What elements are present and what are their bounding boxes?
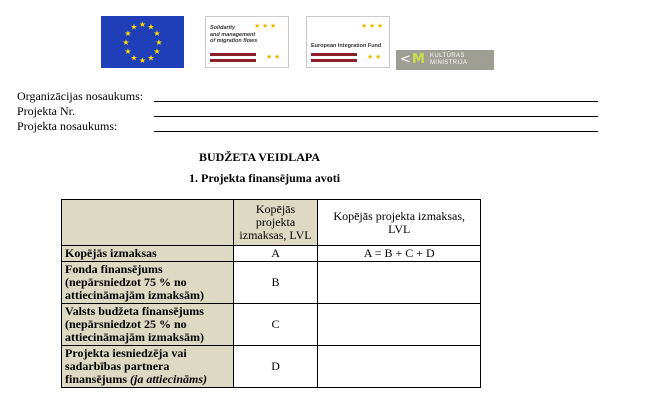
solidarity-logo bbox=[205, 16, 289, 68]
row-label: Valsts budžeta finansējums (nepārsniedzot 25 % no attiecināmajām izmaksām) bbox=[62, 304, 234, 346]
svg-text:★: ★ bbox=[124, 47, 132, 56]
fill-in-line[interactable] bbox=[154, 131, 598, 132]
svg-text:★: ★ bbox=[122, 38, 130, 47]
table-row bbox=[62, 262, 481, 304]
table-row bbox=[62, 304, 481, 346]
svg-text:★: ★ bbox=[155, 38, 163, 47]
fill-in-line[interactable] bbox=[154, 116, 598, 117]
solidarity-logo-text: Solidarity and management of migration flows bbox=[210, 25, 258, 44]
logo-strip bbox=[0, 0, 645, 80]
svg-text:★: ★ bbox=[130, 53, 138, 63]
row-value-input[interactable] bbox=[318, 304, 481, 346]
row-code: C bbox=[233, 304, 318, 346]
section-heading: 1. Projekta finansējuma avoti bbox=[189, 171, 341, 185]
svg-text:★: ★ bbox=[138, 20, 147, 29]
field-label: Organizācijas nosaukums: bbox=[17, 89, 144, 103]
eif-logo-text: European Integration Fund bbox=[311, 43, 382, 49]
svg-text:★: ★ bbox=[147, 53, 155, 63]
funding-sources-table bbox=[61, 199, 481, 388]
svg-text:★: ★ bbox=[147, 22, 155, 32]
header-total-costs-2: Kopējās projekta izmaksas, LVL bbox=[318, 200, 481, 246]
stars-icon: ★ ★ ★ bbox=[254, 22, 277, 30]
row-label: Fonda finansējums (nepārsniedzot 75 % no attiecināmajām izmaksām) bbox=[62, 262, 234, 304]
svg-text:★: ★ bbox=[153, 29, 161, 38]
logo-bar bbox=[210, 53, 256, 56]
row-value-input[interactable] bbox=[318, 262, 481, 304]
stars-icon: ★ ★ bbox=[367, 53, 382, 61]
stars-icon: ★ ★ ★ bbox=[361, 22, 384, 30]
table-row bbox=[62, 246, 481, 262]
row-code: A bbox=[233, 246, 318, 262]
row-label-note: (ja attiecināms) bbox=[130, 372, 208, 386]
field-label: Projekta nosaukums: bbox=[17, 119, 118, 133]
svg-text:★: ★ bbox=[124, 29, 132, 38]
row-formula: A = B + C + D bbox=[318, 246, 481, 262]
fill-in-line[interactable] bbox=[154, 101, 598, 102]
row-code: D bbox=[233, 346, 318, 388]
logo-bar bbox=[311, 53, 357, 56]
row-label bbox=[62, 346, 234, 388]
svg-text:★: ★ bbox=[130, 22, 138, 32]
header-blank-cell bbox=[62, 200, 234, 246]
european-integration-fund-logo bbox=[306, 16, 390, 68]
row-label: Kopējās izmaksas bbox=[62, 246, 234, 262]
row-value-input[interactable] bbox=[318, 346, 481, 388]
stars-icon: ★ ★ bbox=[266, 53, 281, 61]
header-total-costs: Kopējās projekta izmaksas, LVL bbox=[233, 200, 318, 246]
eu-stars-icon bbox=[101, 16, 184, 68]
row-code: B bbox=[233, 262, 318, 304]
ministry-of-culture-logo bbox=[396, 50, 494, 70]
chevron-icon: < bbox=[400, 52, 411, 67]
svg-text:★: ★ bbox=[153, 47, 161, 56]
row-label-text: Projekta iesniedzēja vai sadarbības partnera finansējums bbox=[65, 346, 187, 386]
svg-text:★: ★ bbox=[138, 56, 147, 65]
m-mark-icon: M bbox=[412, 52, 425, 67]
ministry-logo-text: KULTŪRAS MINISTRIJA bbox=[430, 53, 468, 66]
table-header-row bbox=[62, 200, 481, 246]
logo-bar bbox=[210, 59, 256, 62]
table-row bbox=[62, 346, 481, 388]
field-label: Projekta Nr. bbox=[17, 104, 75, 118]
document-title: BUDŽETA VEIDLAPA bbox=[199, 150, 321, 164]
logo-bar bbox=[311, 59, 357, 62]
eu-flag-logo bbox=[101, 16, 184, 68]
